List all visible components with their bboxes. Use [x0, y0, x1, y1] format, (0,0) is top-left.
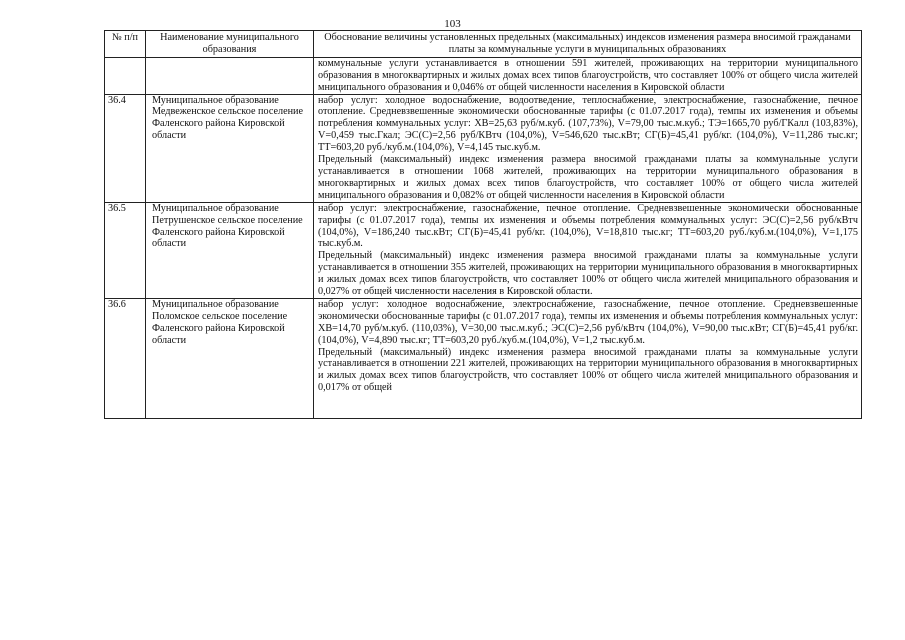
- row-number: 36.6: [105, 298, 146, 418]
- index-paragraph: Предельный (максимальный) индекс изменения размера вносимой гражданами платы за коммунальные услуги устанавливается в отношении 355 жителей, проживающих на территории муниципального образования в многоквартирных и жилых домах всех типов благоустройств, что составляет 100% от общего числа жителей мниципального образования и 0,027% от общей численности населения в Кировской области.: [318, 250, 858, 298]
- table-row: [105, 94, 862, 202]
- row-number: 36.4: [105, 94, 146, 202]
- municipality-name: Муниципальное образование Петрушенское сельское поселение Фаленского района Кировской области: [146, 202, 314, 298]
- table-row-continuation: [105, 57, 862, 94]
- index-paragraph: Предельный (максимальный) индекс изменения размера вносимой гражданами платы за коммунальные услуги устанавливается в отношении 221 жителей, проживающих на территории муниципального образования в многоквартирных и жилых домах всех типов благоустройств, что составляет 100% от общего числа жителей мниципального образования и 0,017% от общей: [318, 346, 858, 394]
- services-paragraph: набор услуг: холодное водоснабжение, водоотведение, теплоснабжение, электроснабжение, газоснабжение, печное отопление. Средневзвешенные экономически обоснованные тарифы (с 01.07.2017 года), темпы их изменения и объемы потребления коммунальных услуг: ХВ=25,63 руб/м.куб. (107,73%), V=79,00 тыс.м.куб.; ТЭ=1665,70 руб/ГКалл (103,83%), V=0,459 тыс.Гкал; ЭС(С)=2,56 руб/КВтч (104,0%), V=546,620 тыс.кВт; СГ(Б)=45,41 руб/кг. (104,0%), V=11,286 тыс.кг; ТТ=603,20 руб./куб.м.(104,0%), V=4,145 тыс.куб.м.: [318, 94, 858, 154]
- row-number: 36.5: [105, 202, 146, 298]
- municipality-name: Муниципальное образование Поломское сельское поселение Фаленского района Кировской области: [146, 298, 314, 418]
- header-justification: Обоснование величины установленных предельных (максимальных) индексов изменения размера вносимой гражданами платы за коммунальные услуги в муниципальных образованиях: [314, 31, 862, 58]
- cell-continuation-text: [314, 57, 862, 94]
- services-paragraph: набор услуг: электроснабжение, газоснабжение, печное отопление. Средневзвешенные экономически обоснованные тарифы (с 01.07.2017 года), темпы их изменения и объемы потребления коммунальных услуг: ЭС(С)=2,56 руб/кВтч (104,0%), V=186,240 тыс.кВт; СГ(Б)=45,41 руб/кг. (104,0%), V=18,810 тыс.кг; ТТ=603,20 руб./куб.м.(104,0%), V=1,175 тыс.куб.м.: [318, 202, 858, 250]
- municipal-index-table: [104, 30, 862, 419]
- justification-cell: [314, 298, 862, 418]
- justification-cell: [314, 202, 862, 298]
- index-paragraph: Предельный (максимальный) индекс изменения размера вносимой гражданами платы за коммунальные услуги устанавливается в отношении 1068 жителей, проживающих на территории муниципального образования в многоквартирных и жилых домах всех типов благоустройств, что составляет 100% от общего числа жителей мниципального образования и 0,082% от общей численности населения в Кировской области: [318, 154, 858, 201]
- truncated-text-container: [318, 299, 858, 418]
- table-row: [105, 202, 862, 298]
- cell-num: [105, 57, 146, 94]
- continuation-paragraph: коммунальные услуги устанавливается в отношении 591 жителей, проживающих на территории муниципального образования в многоквартирных и жилых домах всех типов благоустройств, что составляет 100% от общего числа жителей мниципального образования и 0,046% от общей численности населения в Кировской области: [318, 57, 858, 93]
- page-number: 103: [444, 18, 461, 30]
- municipality-name: Муниципальное образование Медвеженское сельское поселение Фаленского района Кировской области: [146, 94, 314, 202]
- table-row: [105, 298, 862, 418]
- justification-cell: [314, 94, 862, 202]
- services-paragraph: набор услуг: холодное водоснабжение, электроснабжение, газоснабжение, печное отопление. Средневзвешенные экономически обоснованные тарифы (с 01.07.2017 года), темпы их изменения и объемы потребления коммунальных услуг: ХВ=14,70 руб/м.куб. (110,03%), V=30,00 тыс.м.куб.; ЭС(С)=2,56 руб/кВтч (104,0%), V=90,00 тыс.кВт; СГ(Б)=45,41 руб/кг. (104,0%), V=4,890 тыс.кг; ТТ=603,20 руб./куб.м.(104,0%), V=1,2 тыс.куб.м.: [318, 298, 858, 346]
- cell-name: [146, 57, 314, 94]
- table-header-row: [105, 31, 862, 58]
- header-num: № п/п: [105, 31, 146, 58]
- header-name: Наименование муниципального образования: [146, 31, 314, 58]
